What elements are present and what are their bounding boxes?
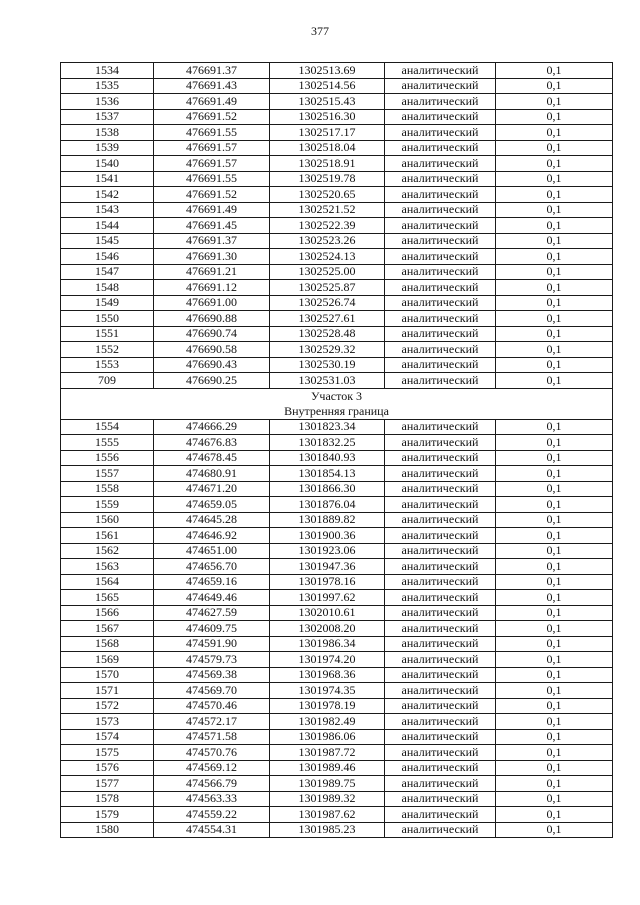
table-row xyxy=(61,621,613,637)
table-row xyxy=(61,791,613,807)
method-cell: аналитический xyxy=(385,729,496,745)
y-coordinate-cell: 1301985.23 xyxy=(270,822,385,838)
y-coordinate-cell: 1302517.17 xyxy=(270,125,385,141)
point-number-cell: 1577 xyxy=(61,776,154,792)
x-coordinate-cell: 474579.73 xyxy=(154,652,270,668)
method-cell: аналитический xyxy=(385,171,496,187)
x-coordinate-cell: 476691.45 xyxy=(154,218,270,234)
accuracy-cell: 0,1 xyxy=(496,760,613,776)
accuracy-cell: 0,1 xyxy=(496,94,613,110)
accuracy-cell: 0,1 xyxy=(496,466,613,482)
table-row xyxy=(61,745,613,761)
x-coordinate-cell: 476691.57 xyxy=(154,140,270,156)
table-row xyxy=(61,125,613,141)
coordinates-table xyxy=(60,62,613,838)
accuracy-cell: 0,1 xyxy=(496,791,613,807)
x-coordinate-cell: 476691.37 xyxy=(154,233,270,249)
section-header xyxy=(61,388,613,419)
y-coordinate-cell: 1301876.04 xyxy=(270,497,385,513)
point-number-cell: 709 xyxy=(61,373,154,389)
table-row xyxy=(61,171,613,187)
method-cell: аналитический xyxy=(385,125,496,141)
y-coordinate-cell: 1302526.74 xyxy=(270,295,385,311)
y-coordinate-cell: 1301923.06 xyxy=(270,543,385,559)
y-coordinate-cell: 1302524.13 xyxy=(270,249,385,265)
method-cell: аналитический xyxy=(385,373,496,389)
section-header-row xyxy=(61,388,613,419)
method-cell: аналитический xyxy=(385,342,496,358)
method-cell: аналитический xyxy=(385,249,496,265)
y-coordinate-cell: 1302515.43 xyxy=(270,94,385,110)
point-number-cell: 1539 xyxy=(61,140,154,156)
method-cell: аналитический xyxy=(385,760,496,776)
method-cell: аналитический xyxy=(385,63,496,79)
method-cell: аналитический xyxy=(385,559,496,575)
x-coordinate-cell: 474666.29 xyxy=(154,419,270,435)
y-coordinate-cell: 1302518.04 xyxy=(270,140,385,156)
point-number-cell: 1554 xyxy=(61,419,154,435)
method-cell: аналитический xyxy=(385,218,496,234)
x-coordinate-cell: 474569.38 xyxy=(154,667,270,683)
table-row xyxy=(61,776,613,792)
point-number-cell: 1541 xyxy=(61,171,154,187)
point-number-cell: 1580 xyxy=(61,822,154,838)
x-coordinate-cell: 474569.12 xyxy=(154,760,270,776)
point-number-cell: 1555 xyxy=(61,435,154,451)
point-number-cell: 1557 xyxy=(61,466,154,482)
accuracy-cell: 0,1 xyxy=(496,233,613,249)
table-row xyxy=(61,326,613,342)
y-coordinate-cell: 1302523.26 xyxy=(270,233,385,249)
y-coordinate-cell: 1301840.93 xyxy=(270,450,385,466)
x-coordinate-cell: 474659.05 xyxy=(154,497,270,513)
x-coordinate-cell: 476691.52 xyxy=(154,109,270,125)
table-row xyxy=(61,559,613,575)
y-coordinate-cell: 1302525.00 xyxy=(270,264,385,280)
method-cell: аналитический xyxy=(385,295,496,311)
point-number-cell: 1571 xyxy=(61,683,154,699)
x-coordinate-cell: 476690.25 xyxy=(154,373,270,389)
method-cell: аналитический xyxy=(385,605,496,621)
method-cell: аналитический xyxy=(385,574,496,590)
y-coordinate-cell: 1301989.46 xyxy=(270,760,385,776)
method-cell: аналитический xyxy=(385,264,496,280)
y-coordinate-cell: 1302518.91 xyxy=(270,156,385,172)
accuracy-cell: 0,1 xyxy=(496,78,613,94)
y-coordinate-cell: 1302529.32 xyxy=(270,342,385,358)
table-row xyxy=(61,497,613,513)
method-cell: аналитический xyxy=(385,435,496,451)
x-coordinate-cell: 476690.43 xyxy=(154,357,270,373)
table-row xyxy=(61,822,613,838)
table-row xyxy=(61,373,613,389)
accuracy-cell: 0,1 xyxy=(496,559,613,575)
x-coordinate-cell: 474569.70 xyxy=(154,683,270,699)
point-number-cell: 1562 xyxy=(61,543,154,559)
accuracy-cell: 0,1 xyxy=(496,683,613,699)
point-number-cell: 1536 xyxy=(61,94,154,110)
accuracy-cell: 0,1 xyxy=(496,218,613,234)
x-coordinate-cell: 474646.92 xyxy=(154,528,270,544)
point-number-cell: 1573 xyxy=(61,714,154,730)
table-row xyxy=(61,249,613,265)
table-row xyxy=(61,419,613,435)
point-number-cell: 1542 xyxy=(61,187,154,203)
y-coordinate-cell: 1302531.03 xyxy=(270,373,385,389)
method-cell: аналитический xyxy=(385,233,496,249)
method-cell: аналитический xyxy=(385,78,496,94)
table-row xyxy=(61,698,613,714)
table-row xyxy=(61,729,613,745)
y-coordinate-cell: 1301947.36 xyxy=(270,559,385,575)
accuracy-cell: 0,1 xyxy=(496,171,613,187)
point-number-cell: 1556 xyxy=(61,450,154,466)
accuracy-cell: 0,1 xyxy=(496,497,613,513)
point-number-cell: 1537 xyxy=(61,109,154,125)
point-number-cell: 1578 xyxy=(61,791,154,807)
x-coordinate-cell: 474559.22 xyxy=(154,807,270,823)
y-coordinate-cell: 1301978.16 xyxy=(270,574,385,590)
point-number-cell: 1545 xyxy=(61,233,154,249)
table-row xyxy=(61,652,613,668)
x-coordinate-cell: 476691.57 xyxy=(154,156,270,172)
accuracy-cell: 0,1 xyxy=(496,249,613,265)
accuracy-cell: 0,1 xyxy=(496,745,613,761)
table-row xyxy=(61,218,613,234)
y-coordinate-cell: 1301989.75 xyxy=(270,776,385,792)
method-cell: аналитический xyxy=(385,357,496,373)
accuracy-cell: 0,1 xyxy=(496,590,613,606)
method-cell: аналитический xyxy=(385,776,496,792)
accuracy-cell: 0,1 xyxy=(496,342,613,358)
x-coordinate-cell: 474659.16 xyxy=(154,574,270,590)
method-cell: аналитический xyxy=(385,652,496,668)
accuracy-cell: 0,1 xyxy=(496,605,613,621)
method-cell: аналитический xyxy=(385,481,496,497)
x-coordinate-cell: 476690.58 xyxy=(154,342,270,358)
section-title-cell xyxy=(61,388,613,419)
x-coordinate-cell: 476691.55 xyxy=(154,171,270,187)
y-coordinate-cell: 1301900.36 xyxy=(270,528,385,544)
rows-after-section xyxy=(61,419,613,838)
accuracy-cell: 0,1 xyxy=(496,667,613,683)
point-number-cell: 1559 xyxy=(61,497,154,513)
x-coordinate-cell: 474680.91 xyxy=(154,466,270,482)
section-subtitle: Внутренняя граница xyxy=(284,403,389,418)
accuracy-cell: 0,1 xyxy=(496,435,613,451)
table-row xyxy=(61,512,613,528)
point-number-cell: 1550 xyxy=(61,311,154,327)
table-row xyxy=(61,78,613,94)
y-coordinate-cell: 1301968.36 xyxy=(270,667,385,683)
table-row xyxy=(61,590,613,606)
y-coordinate-cell: 1301854.13 xyxy=(270,466,385,482)
y-coordinate-cell: 1302530.19 xyxy=(270,357,385,373)
y-coordinate-cell: 1301866.30 xyxy=(270,481,385,497)
accuracy-cell: 0,1 xyxy=(496,187,613,203)
point-number-cell: 1548 xyxy=(61,280,154,296)
point-number-cell: 1579 xyxy=(61,807,154,823)
x-coordinate-cell: 474554.31 xyxy=(154,822,270,838)
x-coordinate-cell: 474572.17 xyxy=(154,714,270,730)
y-coordinate-cell: 1301987.72 xyxy=(270,745,385,761)
method-cell: аналитический xyxy=(385,419,496,435)
accuracy-cell: 0,1 xyxy=(496,125,613,141)
table-row xyxy=(61,187,613,203)
method-cell: аналитический xyxy=(385,543,496,559)
accuracy-cell: 0,1 xyxy=(496,512,613,528)
accuracy-cell: 0,1 xyxy=(496,311,613,327)
table-row xyxy=(61,636,613,652)
accuracy-cell: 0,1 xyxy=(496,109,613,125)
x-coordinate-cell: 474651.00 xyxy=(154,543,270,559)
table-row xyxy=(61,667,613,683)
x-coordinate-cell: 476691.12 xyxy=(154,280,270,296)
method-cell: аналитический xyxy=(385,683,496,699)
page-number: 377 xyxy=(311,24,329,38)
point-number-cell: 1572 xyxy=(61,698,154,714)
x-coordinate-cell: 474591.90 xyxy=(154,636,270,652)
method-cell: аналитический xyxy=(385,450,496,466)
point-number-cell: 1551 xyxy=(61,326,154,342)
table-row xyxy=(61,543,613,559)
x-coordinate-cell: 474571.58 xyxy=(154,729,270,745)
y-coordinate-cell: 1302008.20 xyxy=(270,621,385,637)
table-row xyxy=(61,311,613,327)
method-cell: аналитический xyxy=(385,512,496,528)
table-row xyxy=(61,450,613,466)
accuracy-cell: 0,1 xyxy=(496,621,613,637)
point-number-cell: 1553 xyxy=(61,357,154,373)
method-cell: аналитический xyxy=(385,202,496,218)
method-cell: аналитический xyxy=(385,326,496,342)
accuracy-cell: 0,1 xyxy=(496,776,613,792)
table-row xyxy=(61,342,613,358)
y-coordinate-cell: 1302520.65 xyxy=(270,187,385,203)
x-coordinate-cell: 474570.76 xyxy=(154,745,270,761)
x-coordinate-cell: 474678.45 xyxy=(154,450,270,466)
y-coordinate-cell: 1302521.52 xyxy=(270,202,385,218)
section-title: Участок 3 xyxy=(310,388,363,403)
accuracy-cell: 0,1 xyxy=(496,698,613,714)
method-cell: аналитический xyxy=(385,109,496,125)
table-row xyxy=(61,295,613,311)
table-row xyxy=(61,528,613,544)
table-row xyxy=(61,202,613,218)
accuracy-cell: 0,1 xyxy=(496,543,613,559)
point-number-cell: 1544 xyxy=(61,218,154,234)
point-number-cell: 1561 xyxy=(61,528,154,544)
x-coordinate-cell: 474627.59 xyxy=(154,605,270,621)
accuracy-cell: 0,1 xyxy=(496,729,613,745)
method-cell: аналитический xyxy=(385,807,496,823)
x-coordinate-cell: 474645.28 xyxy=(154,512,270,528)
table-row xyxy=(61,435,613,451)
x-coordinate-cell: 476691.37 xyxy=(154,63,270,79)
accuracy-cell: 0,1 xyxy=(496,481,613,497)
table-row xyxy=(61,574,613,590)
y-coordinate-cell: 1302513.69 xyxy=(270,63,385,79)
table-row xyxy=(61,683,613,699)
x-coordinate-cell: 476690.74 xyxy=(154,326,270,342)
y-coordinate-cell: 1301823.34 xyxy=(270,419,385,435)
x-coordinate-cell: 476691.49 xyxy=(154,94,270,110)
method-cell: аналитический xyxy=(385,140,496,156)
method-cell: аналитический xyxy=(385,590,496,606)
table-row xyxy=(61,140,613,156)
point-number-cell: 1574 xyxy=(61,729,154,745)
accuracy-cell: 0,1 xyxy=(496,714,613,730)
table-row xyxy=(61,466,613,482)
x-coordinate-cell: 476691.00 xyxy=(154,295,270,311)
point-number-cell: 1558 xyxy=(61,481,154,497)
accuracy-cell: 0,1 xyxy=(496,636,613,652)
y-coordinate-cell: 1301974.35 xyxy=(270,683,385,699)
table-row xyxy=(61,233,613,249)
y-coordinate-cell: 1302527.61 xyxy=(270,311,385,327)
table-row xyxy=(61,357,613,373)
x-coordinate-cell: 474649.46 xyxy=(154,590,270,606)
accuracy-cell: 0,1 xyxy=(496,202,613,218)
point-number-cell: 1575 xyxy=(61,745,154,761)
y-coordinate-cell: 1301986.06 xyxy=(270,729,385,745)
point-number-cell: 1560 xyxy=(61,512,154,528)
point-number-cell: 1563 xyxy=(61,559,154,575)
y-coordinate-cell: 1302514.56 xyxy=(270,78,385,94)
y-coordinate-cell: 1301982.49 xyxy=(270,714,385,730)
x-coordinate-cell: 474563.33 xyxy=(154,791,270,807)
accuracy-cell: 0,1 xyxy=(496,450,613,466)
point-number-cell: 1552 xyxy=(61,342,154,358)
accuracy-cell: 0,1 xyxy=(496,63,613,79)
method-cell: аналитический xyxy=(385,156,496,172)
rows-before-section xyxy=(61,63,613,389)
table-row xyxy=(61,156,613,172)
y-coordinate-cell: 1301986.34 xyxy=(270,636,385,652)
method-cell: аналитический xyxy=(385,187,496,203)
y-coordinate-cell: 1302522.39 xyxy=(270,218,385,234)
accuracy-cell: 0,1 xyxy=(496,357,613,373)
accuracy-cell: 0,1 xyxy=(496,373,613,389)
method-cell: аналитический xyxy=(385,667,496,683)
x-coordinate-cell: 474566.79 xyxy=(154,776,270,792)
accuracy-cell: 0,1 xyxy=(496,419,613,435)
point-number-cell: 1538 xyxy=(61,125,154,141)
accuracy-cell: 0,1 xyxy=(496,280,613,296)
point-number-cell: 1565 xyxy=(61,590,154,606)
y-coordinate-cell: 1302010.61 xyxy=(270,605,385,621)
point-number-cell: 1543 xyxy=(61,202,154,218)
method-cell: аналитический xyxy=(385,94,496,110)
point-number-cell: 1568 xyxy=(61,636,154,652)
x-coordinate-cell: 474609.75 xyxy=(154,621,270,637)
method-cell: аналитический xyxy=(385,280,496,296)
x-coordinate-cell: 474671.20 xyxy=(154,481,270,497)
method-cell: аналитический xyxy=(385,311,496,327)
table-row xyxy=(61,63,613,79)
accuracy-cell: 0,1 xyxy=(496,528,613,544)
y-coordinate-cell: 1302516.30 xyxy=(270,109,385,125)
point-number-cell: 1547 xyxy=(61,264,154,280)
point-number-cell: 1566 xyxy=(61,605,154,621)
x-coordinate-cell: 474570.46 xyxy=(154,698,270,714)
accuracy-cell: 0,1 xyxy=(496,140,613,156)
x-coordinate-cell: 474656.70 xyxy=(154,559,270,575)
point-number-cell: 1567 xyxy=(61,621,154,637)
method-cell: аналитический xyxy=(385,636,496,652)
y-coordinate-cell: 1301989.32 xyxy=(270,791,385,807)
accuracy-cell: 0,1 xyxy=(496,326,613,342)
method-cell: аналитический xyxy=(385,791,496,807)
x-coordinate-cell: 476691.52 xyxy=(154,187,270,203)
method-cell: аналитический xyxy=(385,698,496,714)
x-coordinate-cell: 474676.83 xyxy=(154,435,270,451)
y-coordinate-cell: 1302519.78 xyxy=(270,171,385,187)
y-coordinate-cell: 1301889.82 xyxy=(270,512,385,528)
method-cell: аналитический xyxy=(385,621,496,637)
table-row xyxy=(61,94,613,110)
point-number-cell: 1534 xyxy=(61,63,154,79)
y-coordinate-cell: 1301978.19 xyxy=(270,698,385,714)
point-number-cell: 1535 xyxy=(61,78,154,94)
method-cell: аналитический xyxy=(385,822,496,838)
point-number-cell: 1564 xyxy=(61,574,154,590)
y-coordinate-cell: 1301997.62 xyxy=(270,590,385,606)
x-coordinate-cell: 476691.49 xyxy=(154,202,270,218)
y-coordinate-cell: 1301987.62 xyxy=(270,807,385,823)
table-row xyxy=(61,109,613,125)
accuracy-cell: 0,1 xyxy=(496,295,613,311)
point-number-cell: 1546 xyxy=(61,249,154,265)
accuracy-cell: 0,1 xyxy=(496,652,613,668)
table-row xyxy=(61,264,613,280)
accuracy-cell: 0,1 xyxy=(496,807,613,823)
table-row xyxy=(61,280,613,296)
point-number-cell: 1549 xyxy=(61,295,154,311)
accuracy-cell: 0,1 xyxy=(496,822,613,838)
method-cell: аналитический xyxy=(385,745,496,761)
table-row xyxy=(61,807,613,823)
point-number-cell: 1570 xyxy=(61,667,154,683)
x-coordinate-cell: 476691.55 xyxy=(154,125,270,141)
point-number-cell: 1540 xyxy=(61,156,154,172)
x-coordinate-cell: 476691.30 xyxy=(154,249,270,265)
table-row xyxy=(61,714,613,730)
x-coordinate-cell: 476690.88 xyxy=(154,311,270,327)
table-row xyxy=(61,760,613,776)
method-cell: аналитический xyxy=(385,497,496,513)
x-coordinate-cell: 476691.21 xyxy=(154,264,270,280)
accuracy-cell: 0,1 xyxy=(496,574,613,590)
x-coordinate-cell: 476691.43 xyxy=(154,78,270,94)
y-coordinate-cell: 1302525.87 xyxy=(270,280,385,296)
y-coordinate-cell: 1301974.20 xyxy=(270,652,385,668)
point-number-cell: 1569 xyxy=(61,652,154,668)
table-row xyxy=(61,605,613,621)
method-cell: аналитический xyxy=(385,466,496,482)
accuracy-cell: 0,1 xyxy=(496,156,613,172)
accuracy-cell: 0,1 xyxy=(496,264,613,280)
y-coordinate-cell: 1301832.25 xyxy=(270,435,385,451)
method-cell: аналитический xyxy=(385,528,496,544)
method-cell: аналитический xyxy=(385,714,496,730)
table-row xyxy=(61,481,613,497)
point-number-cell: 1576 xyxy=(61,760,154,776)
y-coordinate-cell: 1302528.48 xyxy=(270,326,385,342)
